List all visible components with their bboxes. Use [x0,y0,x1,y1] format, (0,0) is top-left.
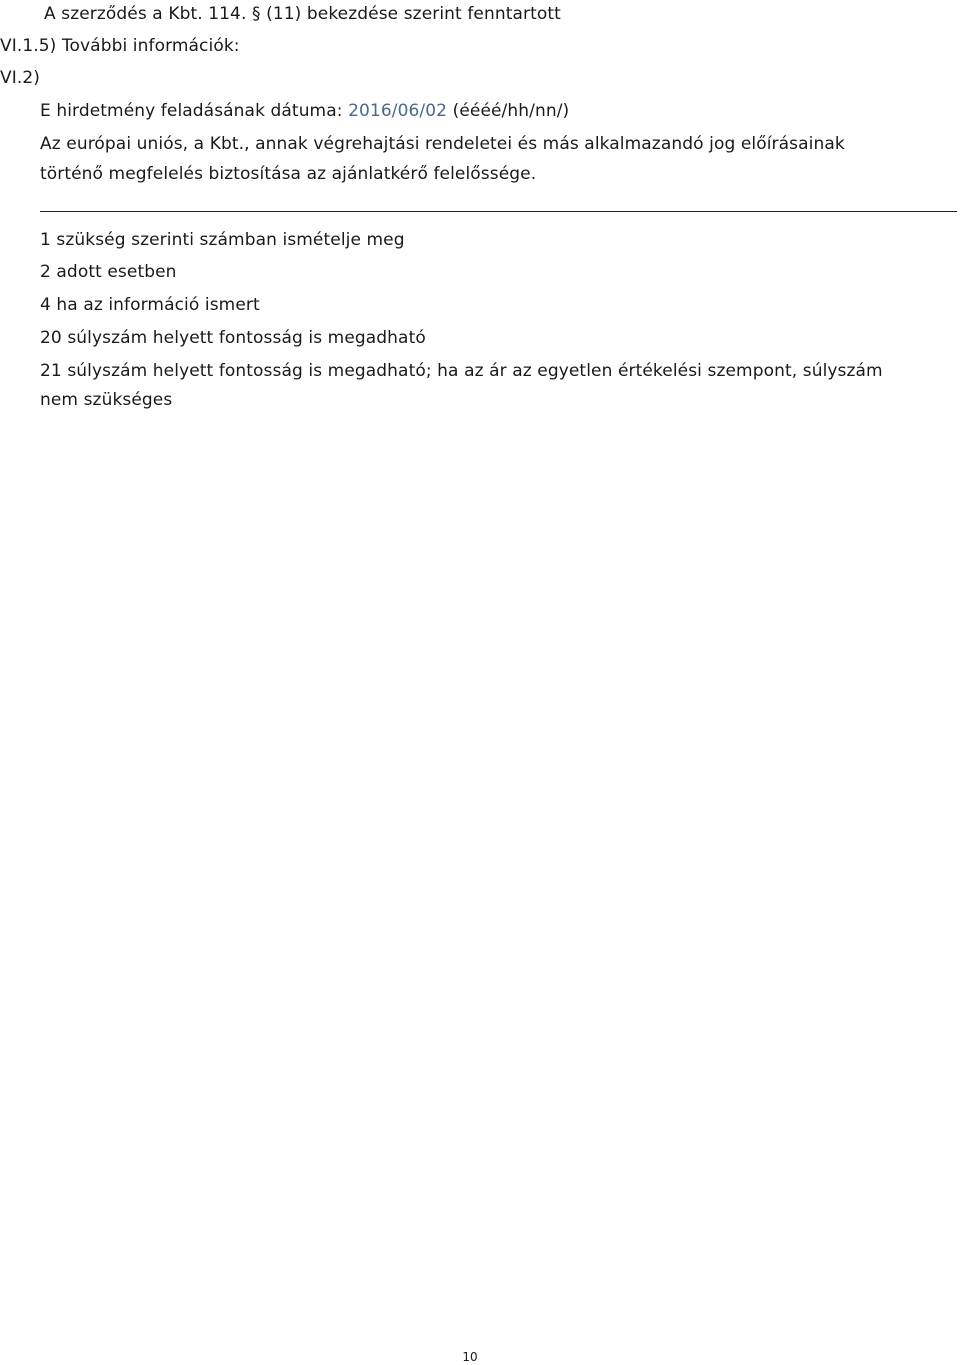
compliance-text-line-1: Az európai uniós, a Kbt., annak végrehajtási rendeletei és más alkalmazandó jog előírásainak [40,134,845,154]
section-heading-additional-info: VI.1.5) További információk: [0,36,240,56]
dispatch-label: E hirdetmény feladásának dátuma: [40,101,343,121]
dispatch-date: 2016/06/02 [348,101,448,121]
date-format: (éééé/hh/nn/) [452,101,570,121]
section-heading-vi2: VI.2) [0,68,40,88]
footnote-item: 21 súlyszám helyett fontosság is megadható; ha az ár az egyetlen értékelési szempont, súlyszám [40,361,883,381]
reservation-note: A szerződés a Kbt. 114. § (11) bekezdése szerint fenntartott [44,4,561,24]
footnote-item: 1 szükség szerinti számban ismételje meg [40,230,405,250]
footnote-item-continuation: nem szükséges [40,390,173,410]
compliance-text-line-2: történő megfelelés biztosítása az ajánlatkérő felelőssége. [40,164,537,184]
footnote-item: 20 súlyszám helyett fontosság is megadható [40,328,426,348]
footnote-separator [40,211,957,212]
page-number: 10 [462,1350,478,1364]
footnote-item: 2 adott esetben [40,262,177,282]
footnote-item: 4 ha az információ ismert [40,295,260,315]
dispatch-date-line [40,100,569,122]
